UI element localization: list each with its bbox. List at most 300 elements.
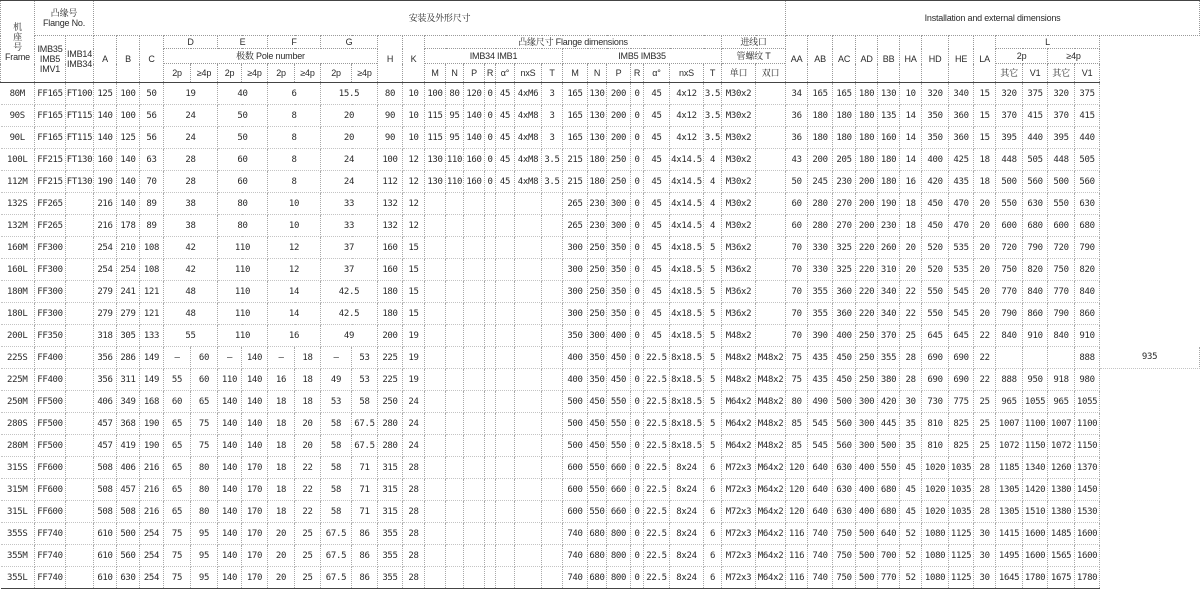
- table-cell: 740: [563, 567, 588, 589]
- table-cell: [496, 259, 515, 281]
- table-cell: 230: [588, 215, 607, 237]
- table-cell: 250: [856, 325, 878, 347]
- table-row: [1, 215, 1200, 237]
- table-cell: 230: [833, 171, 856, 193]
- table-cell: 4xM8: [515, 171, 542, 193]
- table-cell: M48x2: [722, 369, 756, 391]
- table-cell: [1023, 347, 1048, 369]
- table-cell: 8: [268, 105, 321, 127]
- table-cell: 300: [856, 391, 878, 413]
- imb34-T: T: [542, 64, 563, 83]
- table-row: [1, 501, 1200, 523]
- table-cell: 210: [117, 237, 140, 259]
- table-cell: 0: [631, 171, 644, 193]
- L-4p-v1: V1: [1075, 64, 1100, 83]
- table-cell: 58: [321, 435, 352, 457]
- table-cell: [515, 501, 542, 523]
- table-cell: 770: [996, 281, 1023, 303]
- table-cell: 18: [268, 479, 295, 501]
- table-cell: FT130: [66, 171, 94, 193]
- col-A: A: [94, 36, 117, 83]
- table-cell: 1100: [1023, 413, 1048, 435]
- table-cell: 220: [856, 281, 878, 303]
- table-cell: 1495: [996, 545, 1023, 567]
- table-cell: [542, 479, 563, 501]
- table-cell: 70: [140, 171, 164, 193]
- table-cell: 435: [949, 171, 974, 193]
- table-cell: 550: [878, 457, 900, 479]
- table-cell: 65: [164, 457, 191, 479]
- table-cell: 980: [1075, 369, 1100, 391]
- table-cell: 180: [378, 303, 403, 325]
- table-cell: 660: [607, 457, 631, 479]
- table-cell: 380: [878, 369, 900, 391]
- table-cell: 550: [588, 457, 607, 479]
- table-cell: 280M: [1, 435, 35, 457]
- table-cell: 15: [974, 127, 996, 149]
- table-cell: [446, 545, 464, 567]
- table-cell: M48x2: [756, 391, 786, 413]
- table-cell: 52: [900, 567, 922, 589]
- table-cell: 1675: [1048, 567, 1075, 589]
- table-cell: [756, 325, 786, 347]
- table-cell: 28: [403, 567, 425, 589]
- table-cell: [542, 347, 563, 369]
- table-cell: FF740: [35, 523, 66, 545]
- table-row: [1, 347, 1200, 369]
- table-cell: [425, 479, 446, 501]
- D-2p: 2p: [164, 64, 191, 83]
- table-cell: 535: [949, 237, 974, 259]
- table-cell: 10: [268, 215, 321, 237]
- table-cell: FF350: [35, 325, 66, 347]
- table-cell: [446, 523, 464, 545]
- table-cell: 18: [295, 347, 321, 369]
- table-cell: 1340: [1023, 457, 1048, 479]
- table-cell: M72x3: [722, 545, 756, 567]
- table-cell: 230: [878, 215, 900, 237]
- table-cell: FF215: [35, 149, 66, 171]
- table-cell: 300: [563, 259, 588, 281]
- table-cell: 132: [378, 193, 403, 215]
- table-cell: 550: [607, 413, 631, 435]
- table-cell: 4x14.5: [670, 215, 704, 237]
- table-cell: [425, 501, 446, 523]
- table-cell: 8x24: [670, 479, 704, 501]
- table-cell: 14: [268, 281, 321, 303]
- col-L: L: [996, 36, 1100, 49]
- table-cell: 550: [922, 303, 949, 325]
- table-cell: 200: [607, 83, 631, 105]
- table-cell: 90: [378, 127, 403, 149]
- table-cell: 265: [563, 193, 588, 215]
- table-cell: M30x2: [722, 127, 756, 149]
- table-cell: [515, 545, 542, 567]
- col-G: G: [321, 36, 378, 49]
- table-cell: 86: [352, 545, 378, 567]
- table-cell: 0: [631, 127, 644, 149]
- table-cell: 0: [631, 545, 644, 567]
- table-cell: 840: [1023, 281, 1048, 303]
- table-cell: 1600: [1023, 523, 1048, 545]
- table-cell: 180: [588, 149, 607, 171]
- table-cell: 0: [631, 215, 644, 237]
- table-cell: 5: [704, 237, 722, 259]
- table-cell: 180: [878, 171, 900, 193]
- table-cell: 170: [242, 545, 268, 567]
- imb5-P: P: [607, 64, 631, 83]
- table-cell: M64x2: [756, 567, 786, 589]
- table-cell: [496, 523, 515, 545]
- table-cell: 180: [808, 105, 833, 127]
- table-cell: [446, 237, 464, 259]
- table-cell: 720: [1048, 237, 1075, 259]
- G-2p: 2p: [321, 64, 352, 83]
- table-cell: 330: [808, 237, 833, 259]
- table-cell: 36: [786, 105, 808, 127]
- table-cell: [66, 391, 94, 413]
- table-cell: 45: [644, 325, 670, 347]
- table-cell: 37: [321, 259, 378, 281]
- table-cell: [446, 501, 464, 523]
- table-cell: [66, 259, 94, 281]
- table-cell: 45: [900, 457, 922, 479]
- E-4p: ≥4p: [242, 64, 268, 83]
- table-cell: 1420: [1023, 479, 1048, 501]
- table-cell: [515, 325, 542, 347]
- table-cell: 680: [588, 567, 607, 589]
- table-cell: 450: [588, 413, 607, 435]
- table-cell: 520: [922, 259, 949, 281]
- table-cell: 15.5: [321, 83, 378, 105]
- table-cell: 1125: [949, 545, 974, 567]
- table-cell: 370: [878, 325, 900, 347]
- table-cell: 254: [140, 567, 164, 589]
- table-cell: 450: [607, 369, 631, 391]
- table-cell: [485, 391, 496, 413]
- table-cell: 45: [644, 127, 670, 149]
- table-cell: 130: [425, 171, 446, 193]
- table-cell: 80: [218, 193, 268, 215]
- table-cell: 200: [607, 105, 631, 127]
- table-cell: 20: [295, 413, 321, 435]
- table-row: [1, 281, 1200, 303]
- table-cell: 45: [496, 127, 515, 149]
- table-cell: 790: [1075, 237, 1100, 259]
- table-cell: [496, 435, 515, 457]
- double-port: 双口: [756, 64, 786, 83]
- table-cell: 140: [242, 413, 268, 435]
- imb5-R: R: [631, 64, 644, 83]
- table-cell: [496, 193, 515, 215]
- table-cell: 22.5: [644, 523, 670, 545]
- table-cell: FF500: [35, 413, 66, 435]
- table-cell: [446, 259, 464, 281]
- table-cell: 22.5: [644, 501, 670, 523]
- table-cell: 0: [485, 149, 496, 171]
- table-cell: 1415: [996, 523, 1023, 545]
- table-cell: 545: [808, 413, 833, 435]
- table-cell: [425, 457, 446, 479]
- table-cell: 34: [786, 83, 808, 105]
- table-cell: 140: [464, 105, 485, 127]
- table-cell: [485, 435, 496, 457]
- table-cell: 12: [403, 215, 425, 237]
- table-cell: M64x2: [756, 545, 786, 567]
- table-cell: 53: [352, 369, 378, 391]
- table-cell: 15: [974, 83, 996, 105]
- table-cell: 250: [588, 259, 607, 281]
- table-cell: 200: [856, 171, 878, 193]
- table-cell: 1055: [1023, 391, 1048, 413]
- table-cell: 0: [631, 83, 644, 105]
- table-cell: 350: [922, 105, 949, 127]
- table-cell: 28: [403, 545, 425, 567]
- table-cell: 5: [704, 435, 722, 457]
- table-cell: [464, 347, 485, 369]
- table-cell: 450: [833, 347, 856, 369]
- table-cell: 24: [164, 105, 218, 127]
- table-cell: 4: [704, 215, 722, 237]
- table-cell: 4x12: [670, 105, 704, 127]
- table-cell: M48x2: [756, 413, 786, 435]
- table-cell: 1035: [949, 501, 974, 523]
- table-cell: 360: [949, 105, 974, 127]
- table-cell: 419: [117, 435, 140, 457]
- table-cell: 140: [94, 127, 117, 149]
- table-cell: 1125: [949, 567, 974, 589]
- table-cell: 330: [808, 259, 833, 281]
- table-cell: 58: [321, 479, 352, 501]
- table-cell: 1600: [1075, 545, 1100, 567]
- table-row: [1, 479, 1200, 501]
- table-cell: 38: [164, 215, 218, 237]
- table-cell: 600: [563, 457, 588, 479]
- table-cell: 65: [164, 501, 191, 523]
- table-row: [1, 523, 1200, 545]
- L-4p-header: ≥4p: [1048, 49, 1100, 64]
- table-cell: 340: [949, 83, 974, 105]
- table-cell: 75: [786, 369, 808, 391]
- table-cell: M72x3: [722, 457, 756, 479]
- table-cell: [515, 237, 542, 259]
- table-cell: 790: [1023, 237, 1048, 259]
- table-cell: 115: [425, 127, 446, 149]
- table-cell: FF300: [35, 281, 66, 303]
- table-cell: 170: [242, 457, 268, 479]
- table-cell: 435: [808, 347, 833, 369]
- table-cell: 4xM8: [515, 127, 542, 149]
- table-cell: 415: [1023, 105, 1048, 127]
- table-cell: M36x2: [722, 281, 756, 303]
- col-AD: AD: [856, 36, 878, 83]
- col-D: D: [164, 36, 218, 49]
- table-cell: 1055: [1075, 391, 1100, 413]
- table-cell: 60: [786, 215, 808, 237]
- table-cell: [496, 457, 515, 479]
- table-cell: 750: [1048, 259, 1075, 281]
- table-row: [1, 127, 1200, 149]
- table-cell: 0: [631, 325, 644, 347]
- table-cell: 89: [140, 193, 164, 215]
- table-cell: 311: [117, 369, 140, 391]
- table-cell: M30x2: [722, 171, 756, 193]
- table-cell: 100L: [1, 149, 35, 171]
- table-cell: 645: [922, 325, 949, 347]
- table-cell: 775: [949, 391, 974, 413]
- table-cell: 18: [268, 391, 295, 413]
- table-cell: 140: [218, 501, 242, 523]
- table-cell: 355: [808, 281, 833, 303]
- table-cell: 45: [644, 83, 670, 105]
- table-cell: 180M: [1, 281, 35, 303]
- table-cell: 160: [464, 149, 485, 171]
- table-cell: [66, 545, 94, 567]
- table-cell: 133: [140, 325, 164, 347]
- table-cell: 90: [378, 105, 403, 127]
- table-cell: FF600: [35, 457, 66, 479]
- imb5-alpha: α°: [644, 64, 670, 83]
- table-cell: 1260: [1048, 457, 1075, 479]
- table-cell: 45: [644, 171, 670, 193]
- table-cell: 180: [378, 281, 403, 303]
- table-cell: 140: [464, 127, 485, 149]
- table-cell: [756, 171, 786, 193]
- table-cell: 690: [949, 347, 974, 369]
- table-cell: 165: [563, 83, 588, 105]
- table-cell: 80: [786, 391, 808, 413]
- table-cell: 8x24: [670, 523, 704, 545]
- table-cell: 190: [94, 171, 117, 193]
- table-cell: [996, 347, 1023, 369]
- table-cell: 58: [321, 457, 352, 479]
- table-cell: 241: [117, 281, 140, 303]
- table-cell: 45: [644, 215, 670, 237]
- table-cell: 216: [94, 215, 117, 237]
- table-cell: 450: [588, 391, 607, 413]
- table-cell: 1007: [1048, 413, 1075, 435]
- table-cell: 10: [403, 83, 425, 105]
- table-cell: 1020: [922, 479, 949, 501]
- table-cell: 0: [485, 127, 496, 149]
- table-cell: 10: [403, 105, 425, 127]
- table-cell: [542, 501, 563, 523]
- table-cell: 8x24: [670, 457, 704, 479]
- table-cell: 280: [808, 215, 833, 237]
- table-cell: [542, 523, 563, 545]
- table-cell: [425, 435, 446, 457]
- table-cell: 170: [242, 479, 268, 501]
- table-cell: 65: [164, 413, 191, 435]
- table-cell: FF165: [35, 127, 66, 149]
- table-cell: 450: [922, 193, 949, 215]
- table-cell: [66, 215, 94, 237]
- table-cell: 12: [403, 149, 425, 171]
- table-cell: 24: [321, 171, 378, 193]
- table-cell: 0: [631, 369, 644, 391]
- table-cell: 110: [218, 237, 268, 259]
- table-cell: 100: [425, 83, 446, 105]
- table-cell: 770: [878, 567, 900, 589]
- table-cell: 4x18.5: [670, 325, 704, 347]
- table-cell: [464, 457, 485, 479]
- table-cell: 28: [403, 501, 425, 523]
- table-cell: FT115: [66, 127, 94, 149]
- table-cell: 3.5: [704, 83, 722, 105]
- table-cell: [485, 281, 496, 303]
- table-cell: [425, 391, 446, 413]
- table-cell: 75: [191, 435, 218, 457]
- table-cell: 28: [164, 171, 218, 193]
- table-cell: 18: [268, 457, 295, 479]
- table-cell: 6: [704, 501, 722, 523]
- table-cell: 160: [378, 237, 403, 259]
- table-cell: 24: [321, 149, 378, 171]
- table-cell: 254: [94, 237, 117, 259]
- table-cell: 254: [117, 259, 140, 281]
- table-cell: 45: [900, 501, 922, 523]
- table-cell: 254: [140, 523, 164, 545]
- table-cell: 350: [607, 303, 631, 325]
- table-cell: 680: [1075, 215, 1100, 237]
- table-cell: 1072: [996, 435, 1023, 457]
- table-cell: 24: [403, 413, 425, 435]
- table-cell: [66, 435, 94, 457]
- table-cell: [485, 369, 496, 391]
- table-cell: 116: [786, 567, 808, 589]
- table-cell: 400: [922, 149, 949, 171]
- table-cell: 250: [378, 391, 403, 413]
- table-cell: 180: [808, 127, 833, 149]
- table-cell: 22.5: [644, 567, 670, 589]
- table-cell: 110: [446, 149, 464, 171]
- table-cell: 550: [588, 501, 607, 523]
- table-cell: 740: [563, 523, 588, 545]
- table-cell: 1125: [949, 523, 974, 545]
- table-cell: [515, 347, 542, 369]
- table-cell: 286: [117, 347, 140, 369]
- table-cell: 25: [974, 413, 996, 435]
- table-cell: 750: [833, 523, 856, 545]
- table-cell: 250: [856, 369, 878, 391]
- table-row: [1, 149, 1200, 171]
- table-cell: 3.5: [542, 149, 563, 171]
- table-cell: 28: [974, 501, 996, 523]
- col-B: B: [117, 36, 140, 83]
- table-cell: 5: [704, 325, 722, 347]
- table-cell: 0: [631, 479, 644, 501]
- table-cell: 315M: [1, 479, 35, 501]
- table-cell: [542, 369, 563, 391]
- table-cell: 825: [949, 435, 974, 457]
- table-cell: 300: [563, 281, 588, 303]
- table-cell: —: [321, 347, 352, 369]
- table-cell: 225: [378, 369, 403, 391]
- table-cell: 630: [1075, 193, 1100, 215]
- table-cell: [496, 237, 515, 259]
- table-cell: 70: [786, 303, 808, 325]
- table-cell: 0: [631, 303, 644, 325]
- table-cell: [542, 215, 563, 237]
- table-cell: 28: [403, 479, 425, 501]
- table-cell: 200: [856, 215, 878, 237]
- table-cell: 545: [949, 303, 974, 325]
- single-port: 单口: [722, 64, 756, 83]
- table-cell: 254: [94, 259, 117, 281]
- table-cell: [464, 193, 485, 215]
- table-cell: 20: [900, 259, 922, 281]
- table-cell: 400: [563, 369, 588, 391]
